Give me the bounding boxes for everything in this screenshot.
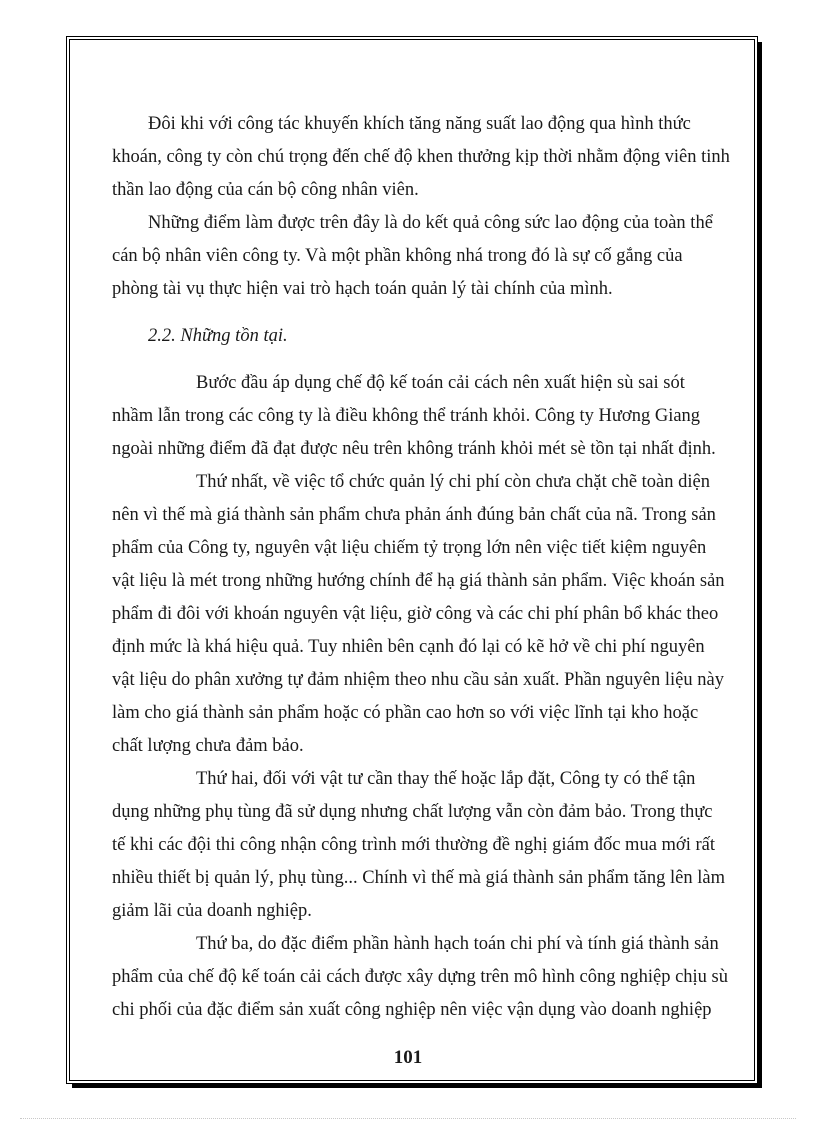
text-line: Bước đầu áp dụng chế độ kế toán cải cách nên xuất hiện sù sai sót: [196, 373, 685, 393]
text-line: vật liệu là mét trong những hướng chính để hạ giá thành sản phẩm. Việc khoán sản: [112, 571, 725, 591]
text-line: thần lao động của cán bộ công nhân viên.: [112, 180, 419, 200]
text-line: phẩm đi đôi với khoán nguyên vật liệu, giờ công và các chi phí phân bổ khác theo: [112, 604, 719, 624]
paragraph: [112, 466, 738, 763]
text-line: khoán, công ty còn chú trọng đến chế độ khen thưởng kịp thời nhằm động viên tinh: [112, 147, 730, 167]
text-line: phẩm của chế độ kế toán cải cách được xây dựng trên mô hình công nghiệp chịu sù: [112, 967, 728, 987]
paragraph: [112, 367, 738, 466]
document-body: [112, 108, 738, 1027]
text-line: Thứ hai, đối với vật tư cần thay thế hoặc lắp đặt, Công ty có thể tận: [196, 769, 696, 789]
paragraph: [112, 108, 738, 207]
text-line: nên vì thế mà giá thành sản phẩm chưa phản ánh đúng bản chất của nã. Trong sản: [112, 505, 716, 525]
text-line: nhiều thiết bị quản lý, phụ tùng... Chính vì thế mà giá thành sản phẩm tăng lên làm: [112, 868, 725, 888]
section-heading: 2.2. Những tồn tại.: [148, 326, 288, 346]
text-line: định mức là khá hiệu quả. Tuy nhiên bên cạnh đó lại có kẽ hở về chi phí nguyên: [112, 637, 705, 657]
text-line: Thứ ba, do đặc điểm phần hành hạch toán chi phí và tính giá thành sản: [196, 934, 719, 954]
paragraph: [112, 928, 738, 1027]
paragraph: [112, 207, 738, 306]
text-line: dụng những phụ tùng đã sử dụng nhưng chất lượng vẫn còn đảm bảo. Trong thực: [112, 802, 713, 822]
text-line: ngoài những điểm đã đạt được nêu trên không tránh khỏi mét sè tồn tại nhất định.: [112, 439, 716, 459]
text-line: Đôi khi với công tác khuyến khích tăng năng suất lao động qua hình thức: [148, 114, 691, 134]
text-line: phòng tài vụ thực hiện vai trò hạch toán quản lý tài chính của mình.: [112, 279, 613, 299]
text-line: Thứ nhất, về việc tổ chức quản lý chi phí còn chưa chặt chẽ toàn diện: [196, 472, 710, 492]
text-line: nhầm lẫn trong các công ty là điều không thể tránh khỏi. Công ty Hương Giang: [112, 406, 701, 426]
text-line: cán bộ nhân viên công ty. Và một phần không nhá trong đó là sự cố gắng của: [112, 246, 683, 266]
text-line: giảm lãi của doanh nghiệp.: [112, 901, 312, 921]
text-line: vật liệu do phân xưởng tự đảm nhiệm theo nhu cầu sản xuất. Phần nguyên liệu này: [112, 670, 724, 690]
page-edge-divider: [20, 1118, 796, 1119]
text-line: chi phối của đặc điểm sản xuất công nghiệp nên việc vận dụng vào doanh nghiệp: [112, 1000, 712, 1020]
text-line: Những điểm làm được trên đây là do kết quả công sức lao động của toàn thể: [148, 213, 713, 233]
text-line: tế khi các đội thi công nhận công trình mới thường đề nghị giám đốc mua mới rất: [112, 835, 715, 855]
paragraph: [112, 763, 738, 928]
text-line: phẩm của Công ty, nguyên vật liệu chiếm tỷ trọng lớn nên việc tiết kiệm nguyên: [112, 538, 707, 558]
text-line: làm cho giá thành sản phẩm hoặc có phần cao hơn so với việc lĩnh tại kho hoặc: [112, 703, 699, 723]
text-line: chất lượng chưa đảm bảo.: [112, 736, 304, 756]
page-number: 101: [393, 1047, 423, 1068]
